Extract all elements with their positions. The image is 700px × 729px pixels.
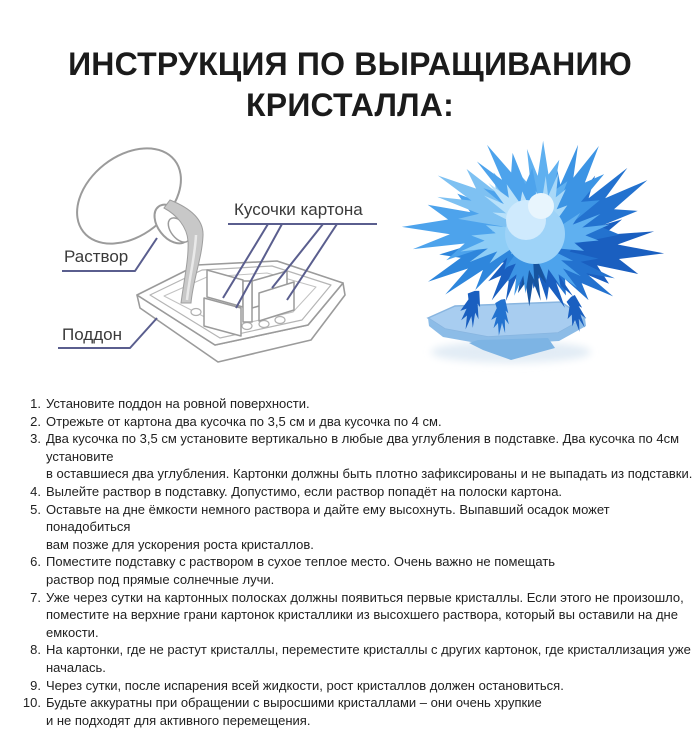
title-line-1: ИНСТРУКЦИЯ ПО ВЫРАЩИВАНИЮ	[68, 46, 632, 82]
label-solution: Раствор	[64, 247, 129, 266]
instruction-text: Оставьте на дне ёмкости немного раствора и дайте ему высохнуть. Выпавший осадок может понадобиться вам позже для ускорения роста кристаллов.	[46, 501, 610, 552]
instruction-number: 1.	[30, 396, 41, 411]
instruction-number: 6.	[30, 554, 41, 570]
instruction-number: 4.	[30, 483, 41, 499]
instruction-item	[22, 641, 696, 676]
instruction-item	[22, 589, 696, 642]
instruction-item	[22, 501, 696, 554]
instruction-item	[22, 553, 696, 588]
title-line-2: КРИСТАЛЛА:	[246, 87, 454, 123]
crystal-illustration	[393, 140, 683, 382]
instruction-number: 7.	[30, 589, 41, 605]
instruction-text: Будьте аккуратны при обращении с выросшими кристаллами – они очень хрупкие и не подходят для активного перемещения.	[46, 695, 542, 728]
instruction-item	[22, 430, 696, 483]
instruction-number: 9.	[30, 677, 41, 693]
instruction-text: Уже через сутки на картонных полосках должны появиться первые кристаллы. Если этого не произошло, поместите на верхние грани картонок кристаллики из высохшего раствора, который вы оставили на дне емкости.	[46, 589, 684, 640]
crystal-photo	[393, 140, 683, 382]
instruction-text: На картонки, где не растут кристаллы, переместите кристаллы с других картонок, где кристаллизация уже началась.	[46, 642, 691, 675]
instruction-text: Установите поддон на ровной поверхности.	[46, 396, 310, 411]
instruction-text: Через сутки, после испарения всей жидкости, рост кристаллов должен остановиться.	[46, 677, 564, 693]
instruction-text: Поместите подставку с раствором в сухое теплое место. Очень важно не помещать раствор под прямые солнечные лучи.	[46, 554, 556, 587]
label-cardboard-pieces: Кусочки картона	[234, 200, 363, 219]
instruction-number: 3.	[30, 431, 41, 447]
crystal-core-glint	[528, 193, 554, 219]
instruction-item	[22, 483, 696, 501]
instruction-number: 10.	[22, 695, 41, 711]
instruction-item	[22, 677, 696, 695]
label-tray: Поддон	[62, 325, 122, 344]
instruction-item	[22, 694, 696, 729]
instruction-text: Вылейте раствор в подставку. Допустимо, если раствор попадёт на полоски картона.	[46, 483, 563, 499]
instruction-item	[22, 413, 696, 431]
instruction-item	[22, 395, 696, 413]
instruction-text: Два кусочка по 3,5 см установите вертикально в любые два углубления в подставке. Два кусочка по 4см установите в оставшиеся два углубления. Картонки должны быть плотно зафиксированы и не выпадать из подставки.	[46, 431, 693, 482]
instruction-number: 2.	[30, 413, 41, 429]
instruction-number: 5.	[30, 501, 41, 517]
bottle	[59, 129, 200, 263]
setup-diagram	[40, 140, 390, 380]
instruction-number: 8.	[30, 642, 41, 658]
page-title	[0, 44, 700, 126]
instruction-text: Отрежьте от картона два кусочка по 3,5 см и два кусочка по 4 см.	[46, 413, 442, 429]
instruction-list	[0, 395, 700, 729]
